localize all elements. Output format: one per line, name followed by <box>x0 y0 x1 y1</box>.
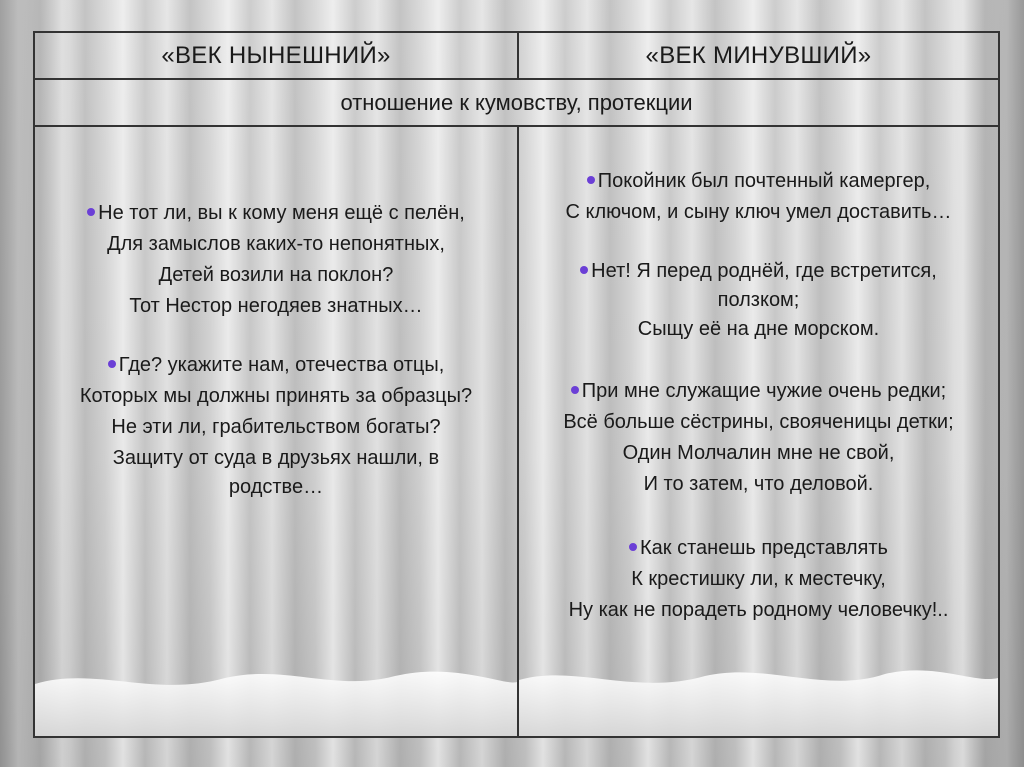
right-stanza4-line3: Ну как не порадеть родному человечку!.. <box>568 599 949 621</box>
column-divider <box>517 127 519 736</box>
left-stanza2-line2: Которых мы должны принять за образцы? <box>79 385 473 407</box>
right-stanza3-line3: Один Молчалин мне не свой, <box>622 442 895 464</box>
right-stanza2-line3: Сыщу её на дне морском. <box>637 318 880 340</box>
bullet-icon <box>580 266 588 274</box>
comparison-table <box>33 31 1000 738</box>
left-stanza1-line4: Тот Нестор негодяев знатных… <box>129 295 423 317</box>
right-stanza2-line2: ползком; <box>717 289 800 311</box>
left-stanza1-line2: Для замыслов каких-то непонятных, <box>107 233 445 255</box>
bullet-icon <box>629 543 637 551</box>
right-stanza2-line1: Нет! Я перед роднёй, где встретится, <box>521 256 996 287</box>
right-stanza1-line2: С ключом, и сыну ключ умел доставить… <box>565 201 952 223</box>
right-stanza1-line1: Покойник был почтенный камергер, <box>521 166 996 197</box>
right-stanza4-line1: Как станешь представлять <box>521 533 996 564</box>
right-column <box>521 166 996 626</box>
left-stanza1-line3: Детей возили на поклон? <box>158 264 394 286</box>
header-divider <box>517 33 519 78</box>
right-stanza3-line1: При мне служащие чужие очень редки; <box>521 376 996 407</box>
table-subtitle: отношение к кумовству, протекции <box>340 89 693 115</box>
left-column-title: «ВЕК НЫНЕШНИЙ» <box>161 41 391 69</box>
left-stanza2-line3: Не эти ли, грабительством богаты? <box>111 416 441 438</box>
right-stanza3-line2: Всё больше сёстрины, свояченицы детки; <box>563 411 954 433</box>
bullet-icon <box>108 360 116 368</box>
left-stanza2-line4: Защиту от суда в друзьях нашли, в <box>112 447 440 469</box>
left-stanza2-line5: родстве… <box>228 476 324 498</box>
left-column <box>39 198 513 500</box>
right-stanza4-line2: К крестишку ли, к местечку, <box>631 568 886 590</box>
left-stanza2-line1: Где? укажите нам, отечества отцы, <box>39 350 513 381</box>
bullet-icon <box>587 176 595 184</box>
bullet-icon <box>571 386 579 394</box>
right-column-title: «ВЕК МИНУВШИЙ» <box>645 41 872 69</box>
right-stanza3-line4: И то затем, что деловой. <box>643 473 874 495</box>
bullet-icon <box>87 208 95 216</box>
left-stanza1-line1: Не тот ли, вы к кому меня ещё с пелён, <box>39 198 513 229</box>
